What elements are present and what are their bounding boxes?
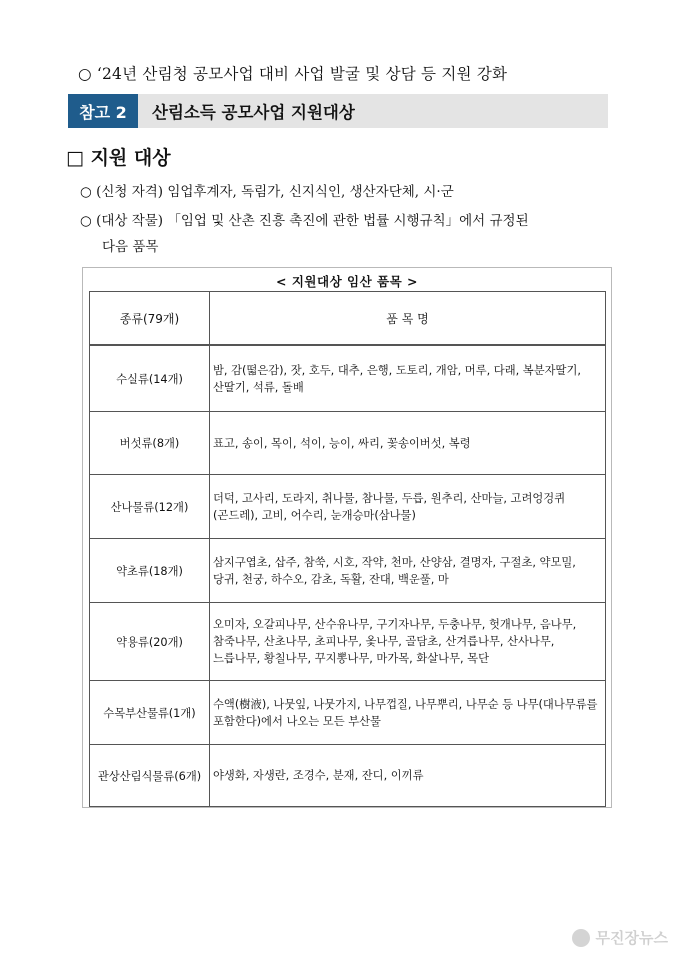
row-kind: 약용류(20개) bbox=[90, 603, 210, 681]
section-heading: □ 지원 대상 bbox=[66, 147, 171, 169]
row-items: 밤, 감(떫은감), 잣, 호두, 대추, 은행, 도토리, 개암, 머루, 다래, 복분자딸기, 산딸기, 석류, 돌배 bbox=[210, 346, 606, 412]
table-row bbox=[90, 603, 606, 681]
table-row bbox=[90, 475, 606, 539]
watermark-text: 무진장뉴스 bbox=[595, 929, 668, 947]
table-row bbox=[90, 745, 606, 807]
reference-tag: 참고 2 bbox=[68, 94, 138, 128]
row-kind: 약초류(18개) bbox=[90, 539, 210, 603]
intro-line: ○ ‘24년 산림청 공모사업 대비 사업 발굴 및 상담 등 지원 강화 bbox=[78, 65, 508, 83]
row-items: 야생화, 자생란, 조경수, 분재, 잔디, 이끼류 bbox=[210, 745, 606, 807]
watermark bbox=[572, 927, 668, 948]
table-row bbox=[90, 539, 606, 603]
items-table bbox=[89, 291, 606, 807]
bullet-eligibility: ○ (신청 자격) 임업후계자, 독림가, 신지식인, 생산자단체, 시·군 bbox=[80, 184, 454, 200]
header-items: 품 목 명 bbox=[210, 292, 606, 345]
row-items: 더덕, 고사리, 도라지, 취나물, 참나물, 두릅, 원추리, 산마늘, 고려엉겅퀴(곤드레), 고비, 어수리, 눈개승마(삼나물) bbox=[210, 475, 606, 539]
table-row bbox=[90, 412, 606, 475]
watermark-logo-icon bbox=[572, 929, 590, 947]
row-items: 수액(樹液), 나뭇잎, 나뭇가지, 나무껍질, 나무뿌리, 나무순 등 나무(대나무류를 포함한다)에서 나오는 모든 부산물 bbox=[210, 681, 606, 745]
row-items: 표고, 송이, 목이, 석이, 능이, 싸리, 꽃송이버섯, 복령 bbox=[210, 412, 606, 475]
header-kind: 종류(79개) bbox=[90, 292, 210, 345]
table-title: < 지원대상 임산 품목 > bbox=[276, 274, 418, 289]
reference-header bbox=[68, 94, 608, 128]
bullet-target-crops bbox=[80, 208, 610, 260]
bullet-target-crops-text: ○ (대상 작물) 「임업 및 산촌 진흥 촉진에 관한 법률 시행규칙」에서 규정된 bbox=[80, 213, 529, 229]
reference-title: 산림소득 공모사업 지원대상 bbox=[152, 103, 355, 122]
row-kind: 관상산림식물류(6개) bbox=[90, 745, 210, 807]
row-items: 삼지구엽초, 삽주, 참쑥, 시호, 작약, 천마, 산양삼, 결명자, 구절초, 약모밀, 당귀, 천궁, 하수오, 감초, 독활, 잔대, 백운풀, 마 bbox=[210, 539, 606, 603]
row-kind: 수실류(14개) bbox=[90, 346, 210, 412]
bullet-target-crops-continuation: 다음 품목 bbox=[102, 239, 159, 255]
row-kind: 버섯류(8개) bbox=[90, 412, 210, 475]
row-kind: 산나물류(12개) bbox=[90, 475, 210, 539]
row-kind: 수목부산물류(1개) bbox=[90, 681, 210, 745]
table-header-row bbox=[90, 292, 606, 345]
table-row bbox=[90, 346, 606, 412]
items-table-box bbox=[82, 267, 612, 808]
row-items: 오미자, 오갈피나무, 산수유나무, 구기자나무, 두충나무, 헛개나무, 음나무, 참죽나무, 산초나무, 초피나무, 옻나무, 골담초, 산겨릅나무, 산사나무, 느릅나무, 황칠나무, 꾸지뽕나무, 마가목, 화살나무, 목단 bbox=[210, 603, 606, 681]
table-row bbox=[90, 681, 606, 745]
